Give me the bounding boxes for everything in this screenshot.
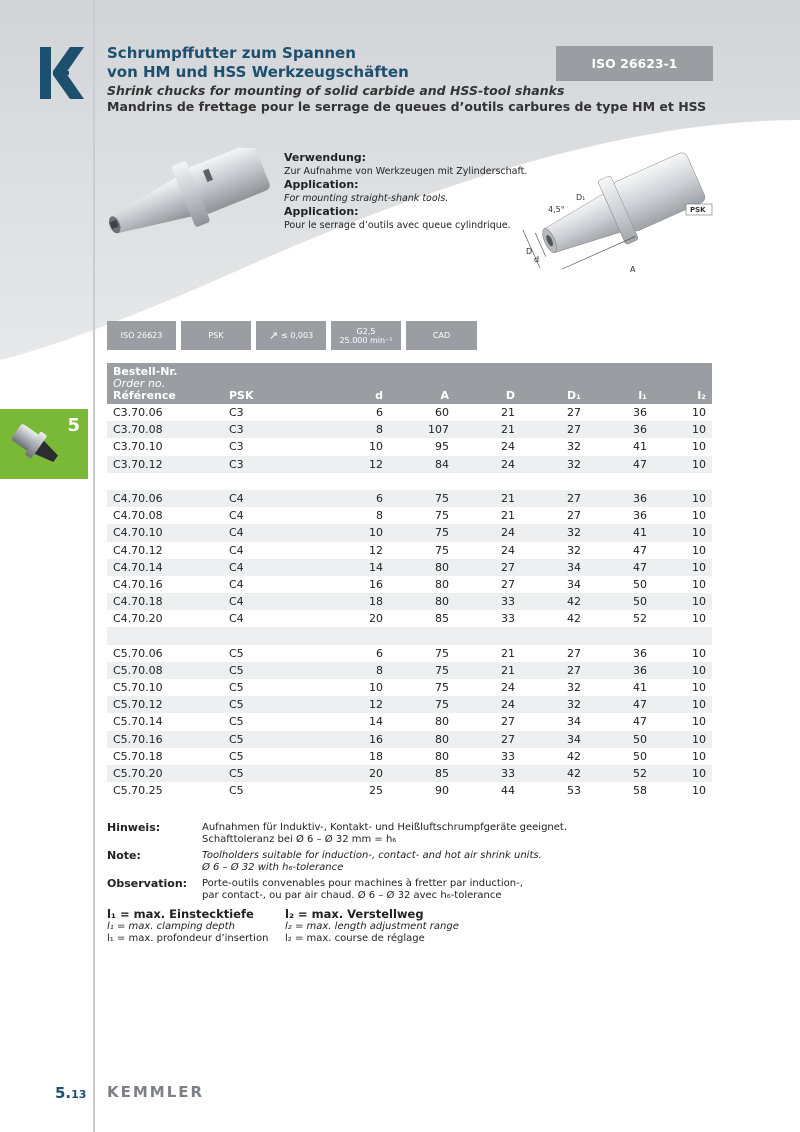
note-text-de-2: Schafttoleranz bei Ø 6 – Ø 32 mm = h₆ (202, 834, 397, 845)
legend-l1 (107, 907, 285, 945)
cell-psk: C3 (223, 421, 323, 438)
cell-D1: 32 (521, 524, 587, 541)
note-label-en: Note: (107, 849, 141, 862)
col-order-no-en: Order no. (113, 377, 166, 390)
cell-l2: 10 (692, 543, 706, 557)
table-row (107, 576, 712, 593)
cell-order-no: C5.70.06 (113, 646, 163, 660)
table-row (107, 404, 712, 421)
table-row (107, 696, 712, 713)
note-en (107, 850, 727, 874)
page-number-major: 5. (55, 1084, 72, 1102)
cell-psk: C5 (223, 696, 323, 713)
cell-l2: 10 (692, 612, 706, 626)
cell-A: 90 (435, 784, 449, 798)
cell-d: 8 (376, 509, 383, 523)
feature-balance-grade: G2,5 (356, 326, 376, 336)
cell-D: 27 (501, 577, 515, 591)
table-row (107, 490, 712, 507)
cell-psk: C4 (223, 593, 323, 610)
drawing-label-angle: 4,5° (548, 205, 565, 214)
legend-l2-fr: l₂ = max. course de réglage (285, 933, 425, 944)
cell-d: 20 (369, 612, 383, 626)
table-row (107, 507, 712, 524)
table-row (107, 748, 712, 765)
usage-heading-fr: Application: (284, 205, 359, 218)
usage-text-de: Zur Aufnahme von Werkzeugen mit Zylinderschaft. (284, 166, 528, 177)
cell-l2: 10 (692, 406, 706, 420)
legend-l1-en: l₁ = max. clamping depth (107, 921, 235, 932)
usage-text-fr: Pour le serrage d’outils avec queue cylindrique. (284, 220, 511, 231)
cell-order-no: C4.70.14 (107, 559, 223, 576)
table-row (107, 645, 712, 662)
cell-order-no: C3.70.08 (107, 421, 223, 438)
title-german-2: von HM und HSS Werkzeugschäften (107, 63, 409, 81)
cell-l1: 47 (587, 696, 653, 713)
drawing-label-D: D (526, 247, 533, 256)
note-label-de: Hinweis: (107, 821, 161, 834)
cell-psk: C4 (223, 490, 323, 507)
sidebar-divider (93, 0, 95, 1132)
cell-l2: 10 (653, 662, 712, 679)
col-order-no (107, 363, 223, 404)
cell-D: 44 (501, 784, 515, 798)
usage-heading-de: Verwendung: (284, 151, 367, 164)
brand-name: KEMMLER (107, 1083, 205, 1101)
cell-l1: 36 (633, 509, 647, 523)
feature-balance (331, 321, 401, 350)
cell-order-no: C5.70.14 (113, 715, 163, 729)
cell-l2: 10 (653, 765, 712, 782)
cell-order-no: C5.70.25 (113, 784, 163, 798)
cell-d: 8 (323, 662, 389, 679)
cell-A: 80 (389, 731, 455, 748)
cell-psk: C5 (223, 731, 323, 748)
cell-A: 75 (389, 490, 455, 507)
cell-order-no: C3.70.12 (107, 456, 223, 473)
table-row (107, 456, 712, 473)
cell-l2: 10 (653, 524, 712, 541)
table-spacer-cell (107, 627, 712, 644)
cell-psk: C5 (223, 662, 323, 679)
cell-D1: 32 (567, 681, 581, 695)
title-english: Shrink chucks for mounting of solid carbide and HSS-tool shanks (107, 83, 565, 98)
cell-l1: 41 (633, 681, 647, 695)
col-psk: PSK (223, 363, 323, 404)
cell-order-no: C4.70.16 (113, 577, 163, 591)
cell-A: 75 (435, 646, 449, 660)
cell-D: 27 (455, 559, 521, 576)
legend-l2-de: l₂ = max. Verstellweg (285, 907, 424, 921)
cell-order-no: C5.70.18 (113, 749, 163, 763)
table-header-row (107, 363, 712, 404)
cell-A: 80 (435, 749, 449, 763)
cell-psk: C5 (229, 646, 244, 660)
cell-D1: 34 (521, 731, 587, 748)
shrink-chuck-photo (106, 148, 276, 263)
iso-standard-badge: ISO 26623-1 (556, 46, 713, 81)
cell-D1: 27 (521, 421, 587, 438)
col-order-no-fr: Référence (113, 389, 176, 402)
cell-d: 8 (323, 421, 389, 438)
section-tab[interactable] (0, 409, 88, 479)
cell-order-no: C4.70.06 (107, 490, 223, 507)
cell-l2: 10 (653, 490, 712, 507)
cell-d: 16 (369, 577, 383, 591)
cell-l1: 47 (633, 715, 647, 729)
cell-D: 24 (501, 681, 515, 695)
cell-order-no: C4.70.12 (113, 543, 163, 557)
cell-l1: 36 (587, 662, 653, 679)
cell-l1: 47 (587, 456, 653, 473)
col-d: d (323, 363, 389, 404)
cell-d: 20 (323, 765, 389, 782)
note-text-fr-1: Porte-outils convenables pour machines à fretter par induction-, (202, 878, 523, 889)
cell-order-no: C4.70.18 (107, 593, 223, 610)
note-de (107, 822, 727, 846)
cell-D: 24 (455, 696, 521, 713)
cell-order-no: C5.70.12 (107, 696, 223, 713)
cell-D: 33 (455, 765, 521, 782)
cell-order-no: C5.70.20 (107, 765, 223, 782)
cell-D1: 42 (521, 593, 587, 610)
table-body (107, 404, 712, 799)
usage-heading-en: Application: (284, 178, 359, 191)
cell-D1: 32 (521, 456, 587, 473)
cell-D: 33 (455, 593, 521, 610)
cell-d: 12 (323, 696, 389, 713)
cell-A: 84 (389, 456, 455, 473)
cell-d: 10 (369, 681, 383, 695)
cell-psk: C5 (229, 715, 244, 729)
legend-l1-fr: l₁ = max. profondeur d’insertion (107, 933, 269, 944)
cell-l1: 41 (633, 440, 647, 454)
cell-l1: 50 (587, 593, 653, 610)
cell-l2: 10 (653, 696, 712, 713)
cell-psk: C5 (229, 749, 244, 763)
cell-l1: 50 (633, 577, 647, 591)
feature-runout-value: ≤ 0,003 (281, 331, 314, 340)
cell-d: 14 (369, 715, 383, 729)
page-number-minor: 13 (71, 1088, 87, 1101)
cell-A: 85 (389, 765, 455, 782)
note-text-en-1: Toolholders suitable for induction-, contact- and hot air shrink units. (202, 850, 542, 861)
cell-d: 10 (369, 440, 383, 454)
cell-l2: 10 (692, 646, 706, 660)
table-row (107, 713, 712, 730)
table-row (107, 610, 712, 627)
col-A: A (389, 363, 455, 404)
cell-order-no: C4.70.20 (113, 612, 163, 626)
table-row (107, 559, 712, 576)
product-table (107, 363, 712, 799)
cell-order-no: C3.70.06 (113, 406, 163, 420)
cell-l1: 47 (633, 543, 647, 557)
cell-order-no: C5.70.16 (107, 731, 223, 748)
cell-A: 80 (389, 559, 455, 576)
col-order-no-de: Bestell-Nr. (113, 365, 178, 378)
feature-iso: ISO 26623 (107, 321, 176, 350)
legend-l2 (285, 907, 545, 945)
cell-order-no: C4.70.08 (113, 509, 163, 523)
cell-A: 80 (389, 593, 455, 610)
cell-D1: 27 (567, 509, 581, 523)
feature-balance-speed: 25.000 min⁻¹ (339, 335, 393, 345)
cell-A: 75 (435, 543, 449, 557)
cell-d: 18 (323, 593, 389, 610)
notes-block (107, 822, 727, 906)
note-text-fr (202, 878, 727, 902)
cell-l2: 10 (692, 509, 706, 523)
cell-A: 75 (389, 662, 455, 679)
col-l2: l₂ (653, 363, 712, 404)
cell-D: 24 (455, 456, 521, 473)
cell-D: 27 (455, 731, 521, 748)
cell-d: 6 (376, 406, 383, 420)
cell-d: 6 (376, 646, 383, 660)
legend-l2-en: l₂ = max. length adjustment range (285, 921, 459, 932)
cell-d: 10 (323, 524, 389, 541)
cell-l2: 10 (692, 577, 706, 591)
page-number (55, 1084, 86, 1102)
cell-psk: C4 (223, 559, 323, 576)
feature-cad-button[interactable]: CAD (406, 321, 477, 350)
section-chuck-icon (6, 417, 66, 473)
cell-A: 75 (389, 696, 455, 713)
cell-l1: 47 (587, 559, 653, 576)
cell-l2: 10 (653, 731, 712, 748)
cell-D: 24 (455, 524, 521, 541)
cell-D: 21 (501, 646, 515, 660)
cell-D: 33 (501, 749, 515, 763)
cell-l2: 10 (653, 456, 712, 473)
cell-l1: 36 (633, 406, 647, 420)
cell-l1: 52 (587, 765, 653, 782)
cell-l2: 10 (653, 421, 712, 438)
note-fr (107, 878, 727, 902)
section-number: 5 (67, 415, 80, 436)
cell-l2: 10 (692, 749, 706, 763)
legend-l1-de: l₁ = max. Einstecktiefe (107, 907, 254, 921)
note-text-de-1: Aufnahmen für Induktiv-, Kontakt- und Heißluftschrumpfgeräte geeignet. (202, 822, 567, 833)
title-german-1: Schrumpffutter zum Spannen (107, 44, 356, 62)
cell-l1: 50 (587, 731, 653, 748)
table-row (107, 593, 712, 610)
cell-A: 75 (435, 509, 449, 523)
cell-D1: 42 (567, 612, 581, 626)
table-row (107, 438, 712, 455)
cell-D1: 27 (521, 662, 587, 679)
cell-A: 60 (435, 406, 449, 420)
cell-A: 85 (435, 612, 449, 626)
cell-order-no: C5.70.08 (107, 662, 223, 679)
col-D: D (455, 363, 521, 404)
cell-D: 21 (455, 662, 521, 679)
cell-psk: C5 (229, 681, 244, 695)
cell-A: 95 (435, 440, 449, 454)
cell-A: 107 (389, 421, 455, 438)
drawing-label-psk: PSK (690, 206, 706, 214)
cell-D1: 32 (567, 543, 581, 557)
col-l1: l₁ (587, 363, 653, 404)
note-text-fr-2: par contact-, ou par air chaud. Ø 6 – Ø 32 avec h₆-tolerance (202, 890, 502, 901)
cell-psk: C5 (223, 765, 323, 782)
cell-D1: 34 (567, 715, 581, 729)
cell-psk: C3 (229, 440, 244, 454)
cell-D1: 53 (567, 784, 581, 798)
table-spacer-cell (107, 473, 712, 490)
cell-l1: 58 (633, 784, 647, 798)
table-row (107, 731, 712, 748)
cell-l2: 10 (692, 681, 706, 695)
cell-D1: 42 (521, 765, 587, 782)
cell-d: 12 (369, 543, 383, 557)
cell-d: 6 (323, 490, 389, 507)
cell-D: 21 (455, 421, 521, 438)
runout-arrow-icon: ↗ (268, 329, 279, 342)
usage-text-en: For mounting straight-shank tools. (284, 193, 449, 204)
cell-psk: C3 (229, 406, 244, 420)
cell-psk: C4 (229, 543, 244, 557)
feature-psk: PSK (181, 321, 251, 350)
cell-l2: 10 (653, 559, 712, 576)
cell-D1: 32 (521, 696, 587, 713)
cell-psk: C4 (229, 612, 244, 626)
cell-D: 21 (501, 406, 515, 420)
cell-D: 27 (501, 715, 515, 729)
cell-d: 18 (369, 749, 383, 763)
note-label-fr: Observation: (107, 877, 188, 890)
cell-D1: 32 (567, 440, 581, 454)
cell-D: 21 (455, 490, 521, 507)
table-row (107, 542, 712, 559)
table-row (107, 421, 712, 438)
cell-D1: 34 (567, 577, 581, 591)
drawing-label-d1: D₁ (576, 193, 586, 202)
cell-psk: C4 (223, 524, 323, 541)
cell-l1: 36 (587, 421, 653, 438)
note-text-en-2: Ø 6 – Ø 32 with h₆-tolerance (202, 862, 344, 873)
cell-A: 80 (435, 577, 449, 591)
cell-A: 75 (435, 681, 449, 695)
drawing-label-A: A (630, 265, 636, 274)
cell-D: 33 (501, 612, 515, 626)
cell-d: 16 (323, 731, 389, 748)
cell-order-no: C4.70.10 (107, 524, 223, 541)
cell-psk: C3 (223, 456, 323, 473)
cell-psk: C5 (229, 784, 244, 798)
cell-D: 24 (501, 543, 515, 557)
cell-l2: 10 (692, 440, 706, 454)
cell-l1: 36 (633, 646, 647, 660)
cell-l1: 41 (587, 524, 653, 541)
title-french: Mandrins de frettage pour le serrage de queues d’outils carbures de type HM et HSS (107, 99, 707, 114)
cell-order-no: C5.70.10 (113, 681, 163, 695)
cell-psk: C4 (229, 577, 244, 591)
cell-order-no: C3.70.10 (113, 440, 163, 454)
table-row (107, 782, 712, 799)
cell-D: 21 (501, 509, 515, 523)
cell-l1: 50 (633, 749, 647, 763)
cell-D1: 34 (521, 559, 587, 576)
cell-l2: 10 (653, 593, 712, 610)
feature-runout (256, 321, 326, 350)
dimension-legend (107, 907, 727, 945)
cell-psk: C4 (229, 509, 244, 523)
table-row (107, 662, 712, 679)
col-D1: D₁ (521, 363, 587, 404)
note-text-en (202, 850, 727, 874)
cell-A: 80 (435, 715, 449, 729)
cell-d: 25 (369, 784, 383, 798)
kemmler-logo (40, 47, 84, 99)
cell-D1: 27 (567, 646, 581, 660)
cell-D1: 42 (567, 749, 581, 763)
cell-d: 12 (323, 456, 389, 473)
table-group-spacer (107, 627, 712, 644)
table-row (107, 679, 712, 696)
cell-D1: 27 (521, 490, 587, 507)
cell-l2: 10 (692, 784, 706, 798)
technical-drawing (518, 150, 718, 310)
table-row (107, 524, 712, 541)
table-row (107, 765, 712, 782)
cell-D1: 27 (567, 406, 581, 420)
note-text-de (202, 822, 727, 846)
cell-l2: 10 (692, 715, 706, 729)
cell-l1: 36 (587, 490, 653, 507)
table-group-spacer (107, 473, 712, 490)
cell-l1: 52 (633, 612, 647, 626)
cell-d: 14 (323, 559, 389, 576)
drawing-label-d: d (534, 255, 540, 264)
cell-A: 75 (389, 524, 455, 541)
cell-D: 24 (501, 440, 515, 454)
